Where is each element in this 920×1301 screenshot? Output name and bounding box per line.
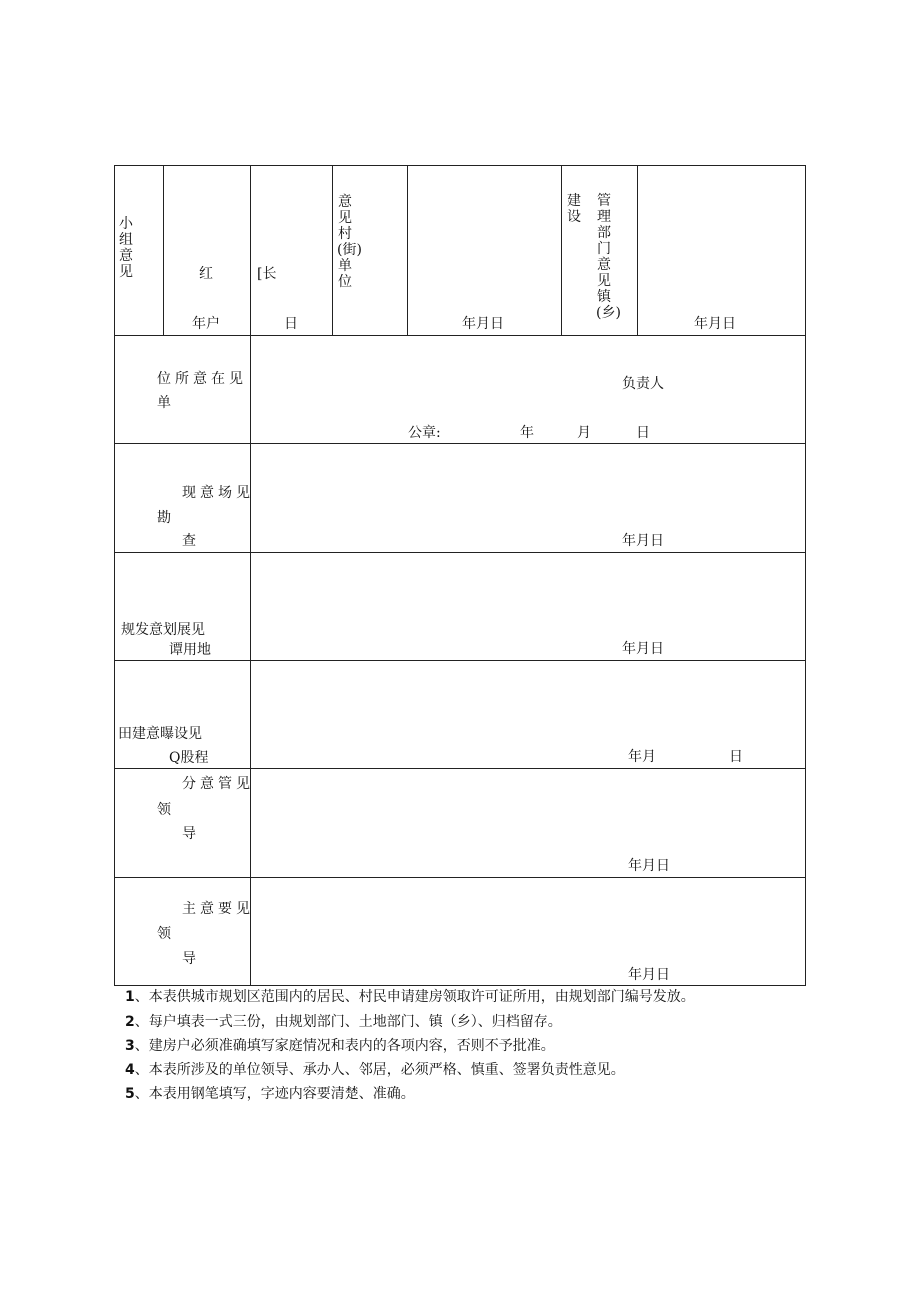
table-border-left <box>114 165 115 986</box>
site-survey-date: 年月日 <box>622 533 664 549</box>
table-border-bottom <box>114 985 806 986</box>
note-text: 、建房户必须准确填写家庭情况和表内的各项内容，否则不予批准。 <box>134 1038 555 1054</box>
planning-date: 年月日 <box>622 641 664 657</box>
ri-label: 日 <box>284 316 298 332</box>
site-survey-label-3: 查 <box>182 533 196 549</box>
management-dept-opinion-label: 管理部门意见镇(乡) <box>596 193 621 321</box>
village-date: 年月日 <box>462 316 504 332</box>
main-leader-date: 年月日 <box>628 967 670 983</box>
note-item <box>125 1086 415 1102</box>
table-border-top <box>114 165 806 166</box>
row-divider <box>114 552 806 553</box>
note-item <box>125 1062 625 1078</box>
branch-leader-label-3: 导 <box>182 826 196 842</box>
note-number: 5 <box>125 1086 135 1102</box>
land-date-day: 日 <box>729 749 743 765</box>
row-divider <box>114 660 806 661</box>
note-text: 、本表所涉及的单位领导、承办人、邻居，必须严格、慎重、签署负责性意见。 <box>134 1062 625 1078</box>
planning-opinion-label: 规发意划展见 <box>121 622 205 638</box>
management-date: 年月日 <box>694 316 736 332</box>
year-hu-label: 年户 <box>192 316 220 332</box>
note-number: 4 <box>125 1062 135 1078</box>
note-number: 2 <box>125 1014 135 1030</box>
construction-label: 建设 <box>567 193 581 225</box>
planning-opinion-label-2: 谭用地 <box>169 642 211 658</box>
branch-leader-label-2: 领 <box>157 802 171 818</box>
land-opinion-label: 田建意曝设见 <box>118 726 202 742</box>
unit-opinion-label-2: 单 <box>157 395 171 411</box>
row-divider <box>114 877 806 878</box>
table-border-right <box>805 165 806 986</box>
land-date-year-month: 年月 <box>628 749 656 765</box>
seal-day-label: 日 <box>636 425 650 441</box>
main-leader-label: 主意要见 <box>182 901 254 917</box>
site-survey-label: 现意场见 <box>182 485 254 501</box>
mark-hong: 红 <box>199 266 213 282</box>
seal-month-label: 月 <box>577 425 591 441</box>
top-row-divider <box>332 165 333 335</box>
note-number: 3 <box>125 1038 135 1054</box>
main-leader-label-3: 导 <box>182 951 196 967</box>
row-divider <box>114 768 806 769</box>
row-divider <box>114 335 806 336</box>
top-row-divider <box>637 165 638 335</box>
branch-leader-date: 年月日 <box>628 858 670 874</box>
official-seal-label: 公章: <box>408 425 441 441</box>
note-number: 1 <box>125 989 135 1005</box>
main-leader-label-2: 领 <box>157 926 171 942</box>
note-text: 、本表供城市规划区范围内的居民、村民申请建房领取许可证所用，由规划部门编号发放。 <box>134 989 695 1005</box>
group-opinion-label: 小组意见 <box>119 216 133 280</box>
note-text: 、每户填表一式三份，由规划部门、土地部门、镇（乡）、归档留存。 <box>134 1014 562 1030</box>
branch-leader-label: 分意管见 <box>182 776 254 792</box>
note-text: 、本表用钢笔填写，字迹内容要清楚、准确。 <box>134 1086 415 1102</box>
village-opinion-label: 意见村(街)单位 <box>337 194 362 290</box>
note-item <box>125 989 695 1005</box>
mark-chang: [长 <box>257 266 277 282</box>
top-row-divider <box>163 165 164 335</box>
note-item <box>125 1038 555 1054</box>
responsible-person-label: 负责人 <box>622 376 664 392</box>
row-divider <box>114 443 806 444</box>
unit-opinion-label: 位所意在见 <box>157 371 247 387</box>
site-survey-label-2: 勘 <box>157 510 171 526</box>
top-row-divider <box>407 165 408 335</box>
seal-year-label: 年 <box>520 425 534 441</box>
note-item <box>125 1014 562 1030</box>
label-column-divider <box>250 165 251 986</box>
land-opinion-label-2: Q股程 <box>169 750 209 766</box>
top-row-divider <box>561 165 562 335</box>
